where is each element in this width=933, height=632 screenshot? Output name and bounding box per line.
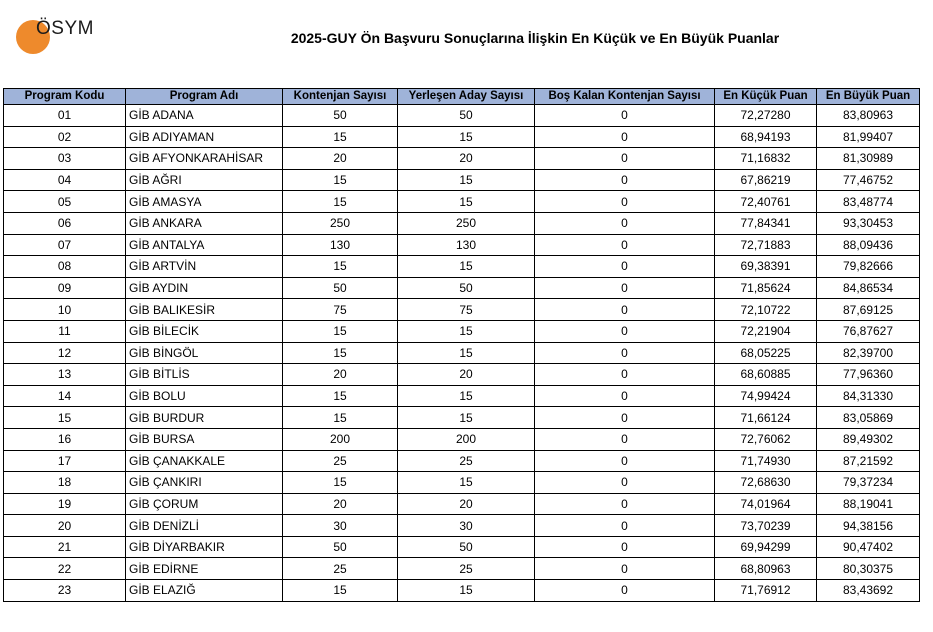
quota-cell: 15 bbox=[283, 126, 398, 148]
col-program-name-header: Program Adı bbox=[126, 89, 283, 105]
col-placed-header: Yerleşen Aday Sayısı bbox=[398, 89, 535, 105]
empty-quota-cell: 0 bbox=[535, 320, 715, 342]
quota-cell: 50 bbox=[283, 105, 398, 127]
placed-cell: 200 bbox=[398, 428, 535, 450]
table-row bbox=[4, 364, 920, 386]
program-name-cell: GİB ÇANAKKALE bbox=[126, 450, 283, 472]
quota-cell: 15 bbox=[283, 385, 398, 407]
empty-quota-cell: 0 bbox=[535, 169, 715, 191]
placed-cell: 15 bbox=[398, 191, 535, 213]
empty-quota-cell: 0 bbox=[535, 126, 715, 148]
table-row bbox=[4, 256, 920, 278]
program-code-cell: 10 bbox=[4, 299, 126, 321]
quota-cell: 15 bbox=[283, 472, 398, 494]
logo-text: ÖSYM bbox=[36, 18, 94, 39]
max-score-cell: 79,37234 bbox=[817, 472, 920, 494]
quota-cell: 25 bbox=[283, 450, 398, 472]
table-row bbox=[4, 234, 920, 256]
empty-quota-cell: 0 bbox=[535, 342, 715, 364]
empty-quota-cell: 0 bbox=[535, 493, 715, 515]
program-code-cell: 09 bbox=[4, 277, 126, 299]
placed-cell: 50 bbox=[398, 277, 535, 299]
program-code-cell: 11 bbox=[4, 320, 126, 342]
page-title: 2025-GUY Ön Başvuru Sonuçlarına İlişkin En Küçük ve En Büyük Puanlar bbox=[290, 30, 780, 46]
col-max-score-header: En Büyük Puan bbox=[817, 89, 920, 105]
placed-cell: 30 bbox=[398, 515, 535, 537]
table-row bbox=[4, 169, 920, 191]
table-row bbox=[4, 191, 920, 213]
program-name-cell: GİB DİYARBAKIR bbox=[126, 536, 283, 558]
program-name-cell: GİB BOLU bbox=[126, 385, 283, 407]
table-row bbox=[4, 105, 920, 127]
col-min-score-header: En Küçük Puan bbox=[715, 89, 817, 105]
quota-cell: 20 bbox=[283, 148, 398, 170]
empty-quota-cell: 0 bbox=[535, 299, 715, 321]
program-code-cell: 18 bbox=[4, 472, 126, 494]
program-name-cell: GİB BALIKESİR bbox=[126, 299, 283, 321]
min-score-cell: 72,71883 bbox=[715, 234, 817, 256]
quota-cell: 15 bbox=[283, 320, 398, 342]
empty-quota-cell: 0 bbox=[535, 515, 715, 537]
min-score-cell: 67,86219 bbox=[715, 169, 817, 191]
program-name-cell: GİB EDİRNE bbox=[126, 558, 283, 580]
table-row bbox=[4, 472, 920, 494]
program-code-cell: 02 bbox=[4, 126, 126, 148]
table-row bbox=[4, 385, 920, 407]
max-score-cell: 77,46752 bbox=[817, 169, 920, 191]
program-name-cell: GİB ELAZIĞ bbox=[126, 580, 283, 602]
program-code-cell: 05 bbox=[4, 191, 126, 213]
program-name-cell: GİB BURSA bbox=[126, 428, 283, 450]
table-row bbox=[4, 212, 920, 234]
placed-cell: 15 bbox=[398, 580, 535, 602]
program-code-cell: 08 bbox=[4, 256, 126, 278]
max-score-cell: 80,30375 bbox=[817, 558, 920, 580]
quota-cell: 15 bbox=[283, 580, 398, 602]
empty-quota-cell: 0 bbox=[535, 536, 715, 558]
quota-cell: 130 bbox=[283, 234, 398, 256]
min-score-cell: 71,76912 bbox=[715, 580, 817, 602]
program-name-cell: GİB ÇANKIRI bbox=[126, 472, 283, 494]
program-name-cell: GİB ANKARA bbox=[126, 212, 283, 234]
program-name-cell: GİB AĞRI bbox=[126, 169, 283, 191]
placed-cell: 130 bbox=[398, 234, 535, 256]
quota-cell: 250 bbox=[283, 212, 398, 234]
placed-cell: 15 bbox=[398, 385, 535, 407]
min-score-cell: 68,80963 bbox=[715, 558, 817, 580]
min-score-cell: 71,66124 bbox=[715, 407, 817, 429]
placed-cell: 15 bbox=[398, 169, 535, 191]
program-name-cell: GİB BURDUR bbox=[126, 407, 283, 429]
max-score-cell: 84,86534 bbox=[817, 277, 920, 299]
program-code-cell: 17 bbox=[4, 450, 126, 472]
max-score-cell: 89,49302 bbox=[817, 428, 920, 450]
empty-quota-cell: 0 bbox=[535, 558, 715, 580]
quota-cell: 50 bbox=[283, 277, 398, 299]
max-score-cell: 84,31330 bbox=[817, 385, 920, 407]
quota-cell: 15 bbox=[283, 407, 398, 429]
placed-cell: 15 bbox=[398, 472, 535, 494]
table-row bbox=[4, 320, 920, 342]
program-name-cell: GİB BİLECİK bbox=[126, 320, 283, 342]
empty-quota-cell: 0 bbox=[535, 277, 715, 299]
program-code-cell: 21 bbox=[4, 536, 126, 558]
max-score-cell: 82,39700 bbox=[817, 342, 920, 364]
program-code-cell: 07 bbox=[4, 234, 126, 256]
placed-cell: 15 bbox=[398, 342, 535, 364]
col-program-code-header: Program Kodu bbox=[4, 89, 126, 105]
placed-cell: 250 bbox=[398, 212, 535, 234]
min-score-cell: 68,60885 bbox=[715, 364, 817, 386]
placed-cell: 15 bbox=[398, 407, 535, 429]
quota-cell: 15 bbox=[283, 256, 398, 278]
min-score-cell: 72,40761 bbox=[715, 191, 817, 213]
quota-cell: 25 bbox=[283, 558, 398, 580]
min-score-cell: 72,68630 bbox=[715, 472, 817, 494]
min-score-cell: 72,27280 bbox=[715, 105, 817, 127]
program-name-cell: GİB ÇORUM bbox=[126, 493, 283, 515]
min-score-cell: 69,38391 bbox=[715, 256, 817, 278]
max-score-cell: 81,99407 bbox=[817, 126, 920, 148]
table-row bbox=[4, 299, 920, 321]
empty-quota-cell: 0 bbox=[535, 450, 715, 472]
min-score-cell: 74,99424 bbox=[715, 385, 817, 407]
quota-cell: 20 bbox=[283, 493, 398, 515]
max-score-cell: 93,30453 bbox=[817, 212, 920, 234]
program-name-cell: GİB ADANA bbox=[126, 105, 283, 127]
max-score-cell: 79,82666 bbox=[817, 256, 920, 278]
max-score-cell: 83,43692 bbox=[817, 580, 920, 602]
quota-cell: 15 bbox=[283, 169, 398, 191]
quota-cell: 15 bbox=[283, 342, 398, 364]
min-score-cell: 72,21904 bbox=[715, 320, 817, 342]
table-row bbox=[4, 148, 920, 170]
quota-cell: 20 bbox=[283, 364, 398, 386]
program-code-cell: 23 bbox=[4, 580, 126, 602]
empty-quota-cell: 0 bbox=[535, 580, 715, 602]
max-score-cell: 77,96360 bbox=[817, 364, 920, 386]
max-score-cell: 81,30989 bbox=[817, 148, 920, 170]
table-header-row bbox=[4, 89, 920, 105]
program-name-cell: GİB BİNGÖL bbox=[126, 342, 283, 364]
min-score-cell: 68,05225 bbox=[715, 342, 817, 364]
program-code-cell: 15 bbox=[4, 407, 126, 429]
program-code-cell: 12 bbox=[4, 342, 126, 364]
placed-cell: 20 bbox=[398, 364, 535, 386]
min-score-cell: 68,94193 bbox=[715, 126, 817, 148]
max-score-cell: 88,09436 bbox=[817, 234, 920, 256]
placed-cell: 50 bbox=[398, 105, 535, 127]
empty-quota-cell: 0 bbox=[535, 105, 715, 127]
table-row bbox=[4, 580, 920, 602]
quota-cell: 30 bbox=[283, 515, 398, 537]
program-name-cell: GİB AMASYA bbox=[126, 191, 283, 213]
empty-quota-cell: 0 bbox=[535, 256, 715, 278]
results-table bbox=[3, 88, 920, 602]
max-score-cell: 94,38156 bbox=[817, 515, 920, 537]
quota-cell: 75 bbox=[283, 299, 398, 321]
program-code-cell: 01 bbox=[4, 105, 126, 127]
program-code-cell: 20 bbox=[4, 515, 126, 537]
program-code-cell: 13 bbox=[4, 364, 126, 386]
placed-cell: 50 bbox=[398, 536, 535, 558]
quota-cell: 50 bbox=[283, 536, 398, 558]
placed-cell: 15 bbox=[398, 126, 535, 148]
program-name-cell: GİB AFYONKARAHİSAR bbox=[126, 148, 283, 170]
program-code-cell: 16 bbox=[4, 428, 126, 450]
max-score-cell: 87,69125 bbox=[817, 299, 920, 321]
program-name-cell: GİB ANTALYA bbox=[126, 234, 283, 256]
placed-cell: 15 bbox=[398, 320, 535, 342]
min-score-cell: 77,84341 bbox=[715, 212, 817, 234]
placed-cell: 20 bbox=[398, 148, 535, 170]
min-score-cell: 69,94299 bbox=[715, 536, 817, 558]
min-score-cell: 71,16832 bbox=[715, 148, 817, 170]
col-quota-header: Kontenjan Sayısı bbox=[283, 89, 398, 105]
program-code-cell: 03 bbox=[4, 148, 126, 170]
max-score-cell: 88,19041 bbox=[817, 493, 920, 515]
min-score-cell: 71,74930 bbox=[715, 450, 817, 472]
table-row bbox=[4, 536, 920, 558]
empty-quota-cell: 0 bbox=[535, 191, 715, 213]
placed-cell: 75 bbox=[398, 299, 535, 321]
min-score-cell: 71,85624 bbox=[715, 277, 817, 299]
quota-cell: 200 bbox=[283, 428, 398, 450]
table-row bbox=[4, 342, 920, 364]
program-code-cell: 06 bbox=[4, 212, 126, 234]
empty-quota-cell: 0 bbox=[535, 407, 715, 429]
empty-quota-cell: 0 bbox=[535, 428, 715, 450]
max-score-cell: 83,80963 bbox=[817, 105, 920, 127]
empty-quota-cell: 0 bbox=[535, 234, 715, 256]
program-code-cell: 04 bbox=[4, 169, 126, 191]
max-score-cell: 83,05869 bbox=[817, 407, 920, 429]
placed-cell: 25 bbox=[398, 450, 535, 472]
max-score-cell: 90,47402 bbox=[817, 536, 920, 558]
col-empty-header: Boş Kalan Kontenjan Sayısı bbox=[535, 89, 715, 105]
min-score-cell: 72,10722 bbox=[715, 299, 817, 321]
program-code-cell: 19 bbox=[4, 493, 126, 515]
max-score-cell: 87,21592 bbox=[817, 450, 920, 472]
empty-quota-cell: 0 bbox=[535, 148, 715, 170]
program-name-cell: GİB ARTVİN bbox=[126, 256, 283, 278]
program-name-cell: GİB AYDIN bbox=[126, 277, 283, 299]
placed-cell: 25 bbox=[398, 558, 535, 580]
table-row bbox=[4, 450, 920, 472]
quota-cell: 15 bbox=[283, 191, 398, 213]
empty-quota-cell: 0 bbox=[535, 364, 715, 386]
table-row bbox=[4, 558, 920, 580]
empty-quota-cell: 0 bbox=[535, 212, 715, 234]
program-name-cell: GİB ADIYAMAN bbox=[126, 126, 283, 148]
placed-cell: 15 bbox=[398, 256, 535, 278]
max-score-cell: 83,48774 bbox=[817, 191, 920, 213]
program-name-cell: GİB DENİZLİ bbox=[126, 515, 283, 537]
min-score-cell: 73,70239 bbox=[715, 515, 817, 537]
program-name-cell: GİB BİTLİS bbox=[126, 364, 283, 386]
min-score-cell: 72,76062 bbox=[715, 428, 817, 450]
table-row bbox=[4, 515, 920, 537]
table-body bbox=[4, 105, 920, 602]
max-score-cell: 76,87627 bbox=[817, 320, 920, 342]
table-row bbox=[4, 428, 920, 450]
program-code-cell: 14 bbox=[4, 385, 126, 407]
empty-quota-cell: 0 bbox=[535, 385, 715, 407]
min-score-cell: 74,01964 bbox=[715, 493, 817, 515]
table-row bbox=[4, 493, 920, 515]
placed-cell: 20 bbox=[398, 493, 535, 515]
table-row bbox=[4, 277, 920, 299]
table-row bbox=[4, 126, 920, 148]
table-row bbox=[4, 407, 920, 429]
empty-quota-cell: 0 bbox=[535, 472, 715, 494]
program-code-cell: 22 bbox=[4, 558, 126, 580]
